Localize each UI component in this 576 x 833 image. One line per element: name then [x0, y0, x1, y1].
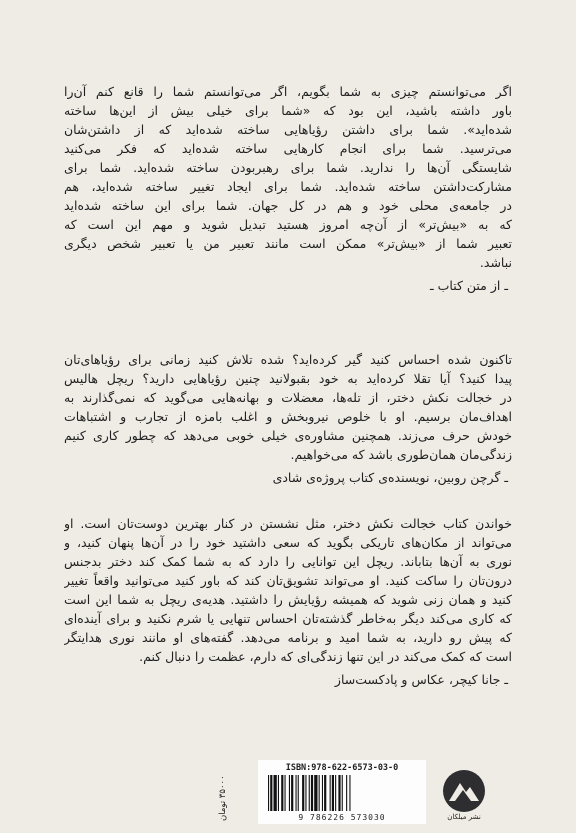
review-attribution: ـ گرچن روبین، نویسنده‌ی کتاب پروژه‌ی شادی — [272, 470, 508, 485]
barcode-bar — [278, 775, 279, 811]
text-line: خواندن کتاب خجالت نکش دختر، مثل نشستن در کنار بهترین دوست‌تان است. او — [64, 516, 512, 531]
text-line: می‌ترسید. شما برای انجام کارهایی ساخته شده‌اید که فکر می‌کنید — [64, 141, 512, 156]
publisher-logo — [440, 770, 488, 820]
mountain-logo-icon — [443, 770, 485, 812]
text-line: نباشد. — [479, 255, 512, 270]
barcode-bar — [298, 775, 299, 811]
barcode-bar — [322, 775, 323, 811]
barcode-bar — [319, 775, 320, 811]
text-line: که کاری می‌کند دیگر به‌خاطر گذشته‌تان احساس تنهایی یا شرم نکنید و برای آینده‌ای — [64, 611, 512, 626]
barcode-bar — [302, 775, 304, 811]
barcode-bar — [346, 775, 347, 811]
barcode-bar — [296, 775, 297, 811]
barcode-bar — [342, 775, 343, 811]
barcode-bar — [309, 775, 310, 811]
barcode-bar — [324, 775, 326, 811]
barcode — [258, 760, 426, 824]
text-line: اگر می‌توانستم چیزی به شما بگویم، اگر می‌توانستم شما را قانع کنم آن‌را — [64, 84, 512, 99]
barcode-bar — [311, 775, 313, 811]
excerpt-text — [64, 82, 512, 272]
text-line: مشارکت‌داشتن ساخته شده‌اید. شما برای ایجاد تغییر ساخته شده‌اید، هم — [64, 179, 512, 194]
barcode-bar — [285, 775, 286, 811]
text-line: درون‌تان را ساکت کنید. او می‌تواند تشویق‌تان کند که باور کنید می‌توانید واقعاً تغییر — [64, 573, 512, 588]
isbn-text: ISBN:978-622-6573-03-0 — [285, 763, 399, 773]
text-line: باور داشته باشید، این بود که «شما برای خیلی بیش از این‌ها ساخته — [64, 103, 512, 118]
text-line: شایستگی آن‌ها را ندارید. شما برای رهبربودن ساخته شده‌اید. شما برای — [64, 160, 512, 175]
text-line: است که کمک می‌کند در این تنها زندگی‌ای که دارم، عظمت را دنبال کنم. — [139, 649, 512, 664]
barcode-bar — [274, 775, 277, 811]
review-text — [64, 514, 512, 666]
excerpt-attribution: ـ از متن کتاب ـ — [429, 278, 508, 293]
text-line: در خجالت نکش دختر، از تله‌ها، معضلات و بهانه‌هایی می‌گوید که نمی‌گذارند به — [64, 390, 512, 405]
excerpt-block — [64, 82, 512, 295]
text-line: که به «بیش‌تر» از آن‌چه امروز هستید تبدیل شوید و مهم این است که — [64, 217, 512, 232]
review-block-kitcher — [64, 514, 512, 689]
review-text — [64, 350, 512, 464]
barcode-bar — [289, 775, 290, 811]
text-line: شده‌اید». شما برای داشتن رؤیاهایی ساخته شده‌اید که از داشتن‌شان — [64, 122, 512, 137]
text-line: تعبیر شما از «بیش‌تر» ممکن است مانند تعبیر من یا تعبیر شخص دیگری — [64, 236, 512, 251]
barcode-number: 9 786226 573030 — [298, 813, 386, 822]
publisher-name: نشر میلکان — [447, 813, 481, 821]
text-line: پیدا کنید؟ آیا تقلا کرده‌اید به خود بقبولانید چنین رؤیاهایی دارید؟ ریچل هالیس — [64, 371, 512, 386]
text-line: کنید و همان زنی شوید که همیشه رؤیایش را داشتید. هدیه‌ی ریچل به شما این است — [64, 592, 512, 607]
barcode-bars — [268, 775, 418, 811]
text-line: اهداف‌مان برسیم. او با خلوص نیروبخش و اغلب بامزه از تجارب و اشتباهات — [64, 409, 512, 424]
barcode-bar — [349, 775, 350, 811]
text-line: زندگی‌مان همان‌طوری باشد که می‌خواهیم. — [290, 447, 512, 462]
barcode-bar — [314, 775, 317, 811]
text-line: تاکنون شده احساس کنید گیر کرده‌اید؟ شده تلاش کنید زمانی برای رؤیاهای‌تان — [64, 352, 512, 367]
barcode-bar — [330, 775, 331, 811]
barcode-bar — [335, 775, 336, 811]
barcode-bar — [281, 775, 283, 811]
barcode-bar — [291, 775, 293, 811]
price-label: ۳۵۰۰۰ تومان — [218, 775, 228, 821]
review-block-rubin — [64, 350, 512, 487]
text-line: خودش حرف می‌زند. همچنین مشاوره‌ی خیلی خوبی می‌دهد که چطور کاری کنیم — [64, 428, 512, 443]
text-line: که پیش رو دارید، به شما امید و برنامه می‌دهد. گفته‌های او مانند نوری هدایتگر — [64, 630, 512, 645]
text-line: نوری به آن‌ها بتاباند. ریچل این توانایی را دارد که به شما کمک کند دختر بدجنس — [64, 554, 512, 569]
review-attribution: ـ جانا کیچر، عکاس و پادکست‌ساز — [334, 672, 508, 687]
text-line: می‌تواند از مکان‌های تاریکی بگوید که سعی داشتید خود را در آن‌ها پنهان کنید، و — [64, 535, 512, 550]
barcode-bar — [338, 775, 340, 811]
barcode-bar — [270, 775, 272, 811]
barcode-bar — [332, 775, 334, 811]
text-line: در جامعه‌ی محلی خود و هم در کل جهان. شما برای این ساخته شده‌اید — [64, 198, 512, 213]
barcode-bar — [305, 775, 306, 811]
barcode-bar — [268, 775, 269, 811]
